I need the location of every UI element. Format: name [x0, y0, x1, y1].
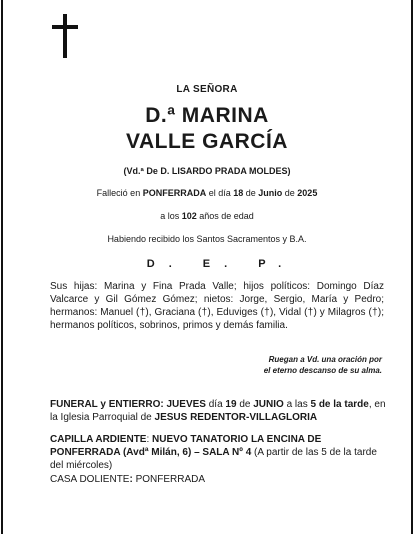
dep: D. E. P.	[146, 258, 296, 270]
house-info: CASA DOLIENTE: PONFERRADA	[50, 474, 206, 485]
deceased-name-line1: D.ª MARINA	[145, 104, 269, 127]
sacraments: Habiendo recibido los Santos Sacramentos y B.A.	[107, 234, 307, 244]
widow-of: (Vd.ª De D. LISARDO PRADA MOLDES)	[123, 166, 291, 176]
death-info: Falleció en PONFERRADA el día 18 de Junio de 2025	[96, 188, 318, 198]
prayer-request: Ruegan a Vd. una oración por el eterno descanso de su alma.	[263, 355, 382, 375]
funeral-info: FUNERAL y ENTIERRO: JUEVES día 19 de JUNIO a las 5 de la tarde, en la Iglesia Parroquial de JESUS REDENTOR-VILLAGLORIA	[50, 399, 386, 423]
family-list: Sus hijas: Marina y Fina Prada Valle; hijos políticos: Domingo Díaz Valcarce y Gil Gómez Gómez; nietos: Jorge, Sergio, María y Pedro; hermanos: Manuel (†), Graciana (†), Eduviges (†), Vidal (†) y Milagros (†); hermanos políticos, sobrinos, primos y demás familia.	[50, 281, 384, 331]
chapel-info: CAPILLA ARDIENTE: NUEVO TANATORIO LA ENCINA DE PONFERRADA (Avdª Milán, 6) – SALA Nº 4 (A partir de las 5 de la tarde del miércoles)	[50, 434, 377, 471]
title: LA SEÑORA	[176, 84, 238, 95]
age-info: a los 102 años de edad	[160, 211, 254, 221]
latin-cross-icon	[52, 14, 78, 58]
deceased-name-line2: VALLE GARCÍA	[126, 130, 288, 153]
